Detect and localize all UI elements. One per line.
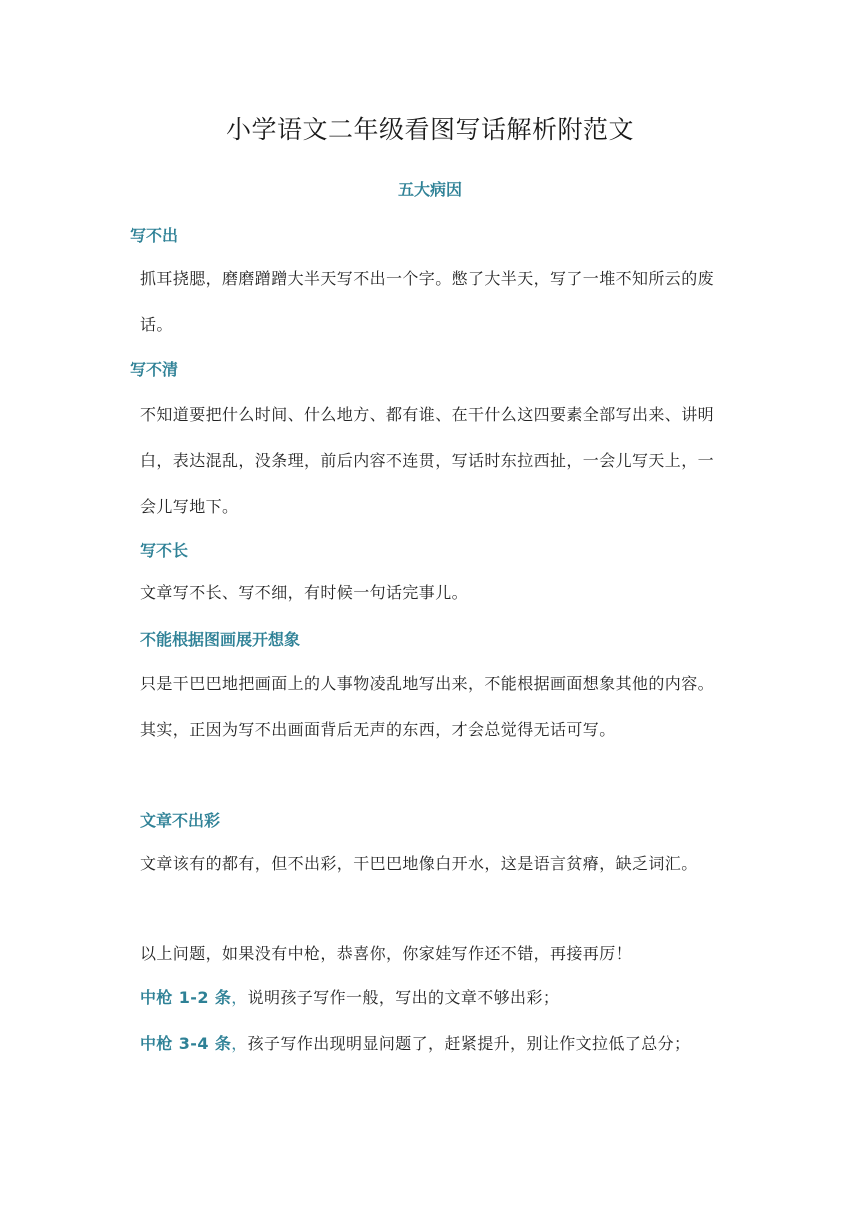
hit-text: 说明孩子写作一般，写出的文章不够出彩；	[247, 988, 560, 1007]
summary-text: 以上问题，如果没有中枪，恭喜你，你家娃写作还不错，再接再厉！	[140, 944, 633, 963]
section-heading: 写不清	[130, 360, 179, 379]
hit-separator: ，	[231, 988, 248, 1007]
document-subtitle: 五大病因	[397, 180, 462, 199]
section-text: 文章写不长、写不细，有时候一句话完事儿。	[140, 583, 469, 602]
section-text: 不知道要把什么时间、什么地方、都有谁、在干什么这四要素全部写出来、讲明白，表达混乱，没条理，前后内容不连贯，写话时东拉西扯，一会儿写天上，一会儿写地下。	[140, 405, 715, 516]
section-text: 文章该有的都有，但不出彩，干巴巴地像白开水，这是语言贫瘠，缺乏词汇。	[140, 854, 698, 873]
hit-line	[140, 975, 730, 1021]
hit-line	[140, 1021, 730, 1067]
section-heading: 写不长	[140, 541, 189, 560]
hit-label: 中枪 3-4 条	[140, 1034, 232, 1053]
section-text: 抓耳挠腮，磨磨蹭蹭大半天写不出一个字。憋了大半天，写了一堆不知所云的废话。	[140, 269, 715, 334]
hit-separator: ，	[231, 1034, 248, 1053]
hit-label: 中枪 1-2 条	[140, 988, 232, 1007]
hit-text: 孩子写作出现明显问题了，赶紧提升，别让作文拉低了总分；	[247, 1034, 691, 1053]
section-heading: 写不出	[130, 226, 179, 245]
document-title: 小学语文二年级看图写话解析附范文	[225, 115, 634, 144]
section-text: 只是干巴巴地把画面上的人事物凌乱地写出来，不能根据画面想象其他的内容。其实，正因为写不出画面背后无声的东西，才会总觉得无话可写。	[140, 674, 715, 739]
section-heading: 文章不出彩	[140, 811, 221, 830]
section-heading: 不能根据图画展开想象	[140, 630, 301, 649]
